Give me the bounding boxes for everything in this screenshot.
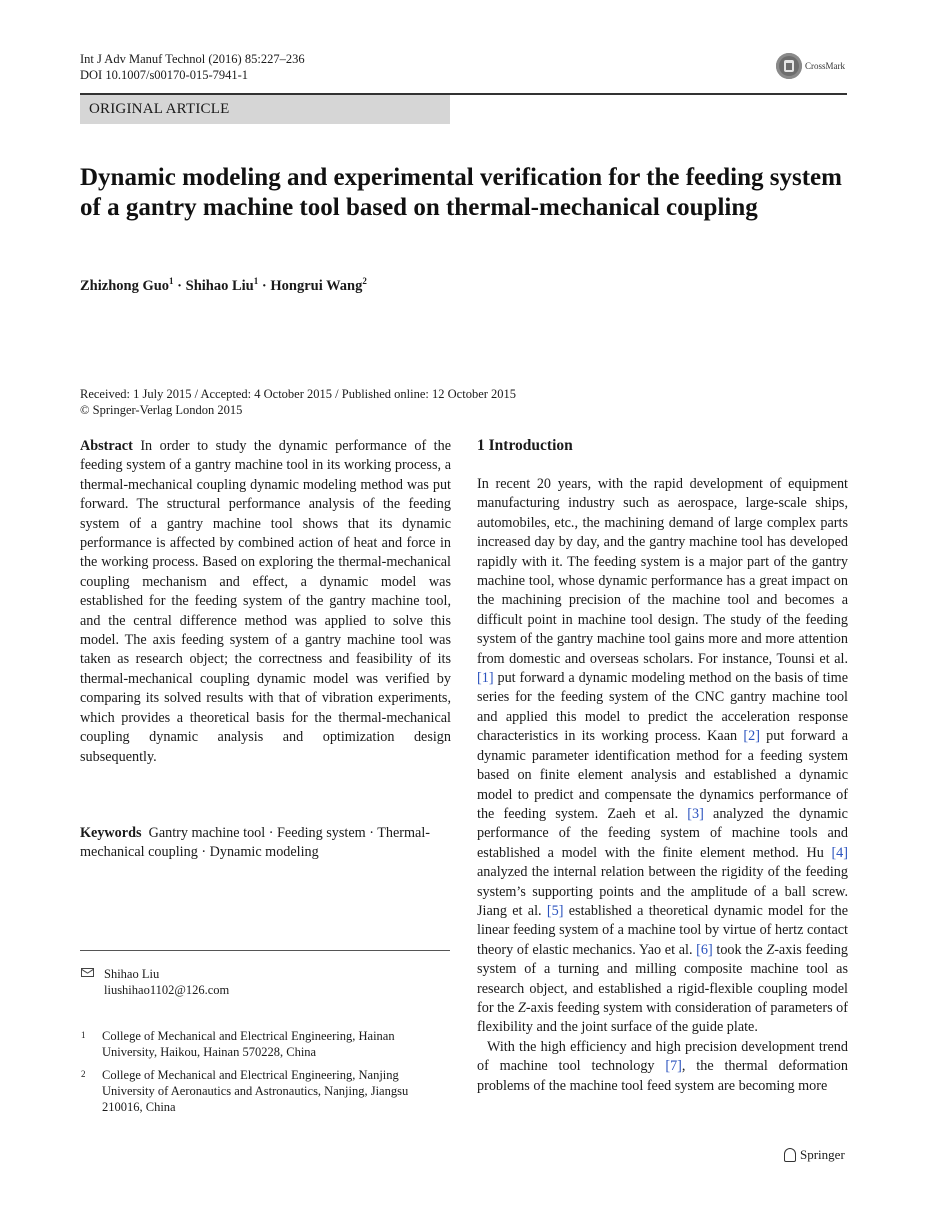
affiliation-text: College of Mechanical and Electrical Engineering, Nanjing University of Aeronautics and Astronautics, Nanjing, Jiangsu 210016, China [102,1068,409,1114]
crossmark-label: CrossMark [805,61,845,71]
crossmark-icon [776,53,802,79]
citation-link[interactable]: [7] [665,1058,682,1075]
italic-symbol: Z [766,941,775,958]
text-run: analyzed the dynamic performance of the feeding system of machine tools and established a model with the finite element method. Hu [477,805,848,861]
dates-line: Received: 1 July 2015 / Accepted: 4 October 2015 / Published online: 12 October 2015 [80,387,517,401]
crossmark-badge[interactable] [776,53,845,79]
affiliation-text: College of Mechanical and Electrical Engineering, Hainan University, Haikou, Hainan 570228, China [102,1029,395,1059]
copyright-line: © Springer-Verlag London 2015 [80,403,243,417]
affiliation-number: 2 [81,1069,86,1079]
text-run: -axis feeding system with consideration of parameters of flexibility and the joint surface of the guide plate. [477,999,848,1036]
keywords-text: Gantry machine tool · Feeding system · Thermal-mechanical coupling · Dynamic modeling [80,825,431,861]
citation-link[interactable]: [5] [546,902,564,919]
author-name[interactable]: Shihao Liu [185,277,254,294]
section-heading: 1 Introduction [477,437,573,454]
journal-line: Int J Adv Manuf Technol (2016) 85:227–236 [80,52,305,66]
author-name[interactable]: Zhizhong Guo [80,277,170,294]
author-list [80,276,367,295]
citation-link[interactable]: [6] [696,941,713,958]
citation-link[interactable]: [2] [743,728,760,745]
publisher-logo [784,1147,845,1163]
correspondence-name: Shihao Liu [104,967,160,981]
author-separator: · [258,277,271,294]
citation-link[interactable]: [1] [477,670,494,687]
springer-horse-icon [784,1148,796,1162]
italic-symbol: Z [518,999,526,1016]
footnote-rule [80,950,450,951]
introduction-body [477,475,848,1096]
keywords [80,824,451,863]
text-run: established a theoretical dynamic model for the linear feeding system of a machine tool by virtue of hertz contact theory of elastic mechanics. Yao et al. [477,902,848,958]
author-separator: · [173,277,186,294]
paper-title: Dynamic modeling and experimental verification for the feeding system of a gantry machine tool based on thermal-mechanical coupling [80,164,842,221]
author-affiliation-marker: 2 [362,276,367,286]
author-affiliation-marker: 1 [169,276,174,286]
envelope-icon [81,968,94,977]
text-run: took the [712,941,767,958]
abstract [80,437,451,767]
paragraph [477,1038,848,1096]
journal-citation [80,51,305,83]
article-type-bar: ORIGINAL ARTICLE [80,95,450,124]
citation-link[interactable]: [4] [831,844,848,861]
author-affiliation-marker: 1 [253,276,259,286]
keywords-label: Keywords [80,825,142,841]
affiliation-number: 1 [81,1030,86,1040]
publisher-name: Springer [800,1147,845,1162]
abstract-label: Abstract [80,438,133,454]
text-run: In recent 20 years, with the rapid development of equipment manufacturing industry such as aerospace, large-scale ships, automobiles, etc., the machining demand of large complex parts increased day by day, and the gantry machine tool has developed rapidly with it. The feeding system is a major part of the gantry machine tool, whose dynamic performance has a great impact on the machining precision of the machine tool and becomes a difficult point in machine tool design. The study of the feeding system of the gantry machine tool gains more and more attention from domestic and overseas scholars. For instance, Tounsi et al. [477,476,848,667]
publication-dates [80,386,516,418]
citation-link[interactable]: [3] [687,805,704,822]
paragraph [477,475,848,1038]
abstract-text: In order to study the dynamic performance of the feeding system of a gantry machine tool in its working process, a thermal-mechanical coupling dynamic modeling method was put forward. The structural performance analysis of the feeding system of a gantry machine tool shows that its dynamic performance is affected by combined action of heat and force in the working process. Based on exploring the thermal-mechanical coupling mechanism and effect, a dynamic model was established for the feeding system of the gantry machine tool, and the central difference method was applied to solve this model. The axis feeding system of a gantry machine tool was taken as research object; the correctness and feasibility of its thermal-mechanical coupling dynamic model was verified by comparing its solved results with that of vibration experiments, which provides a theoretical basis for the thermal-mechanical coupling dynamic analysis and optimization design subsequently. [80,438,452,765]
text-run: put forward a dynamic parameter identification method for a feeding system based on finite element analysis and established a dynamic model to predict and compensate the dynamics performance of the feeding system. Zaeh et al. [477,728,848,822]
doi-line[interactable]: DOI 10.1007/s00170-015-7941-1 [80,68,249,82]
text-run: put forward a dynamic modeling method on the basis of time series for the feeding system of the CNC gantry machine tool and applied this model to predict the acceleration response characteristics in its working process. Kaan [477,670,848,745]
text-run: -axis feeding system of a turning and milling composite machine tool as research object, and established a rigid-flexible coupling model for the [477,941,848,1016]
correspondence [104,966,229,998]
correspondence-email[interactable]: liushihao1102@126.com [104,983,230,997]
text-run: , the thermal deformation problems of the machine tool feed system are becoming more [477,1058,848,1094]
text-run: analyzed the internal relation between the rigidity of the feeding system’s supporting points and the amplitude of a ball screw. Jiang et al. [477,864,848,919]
author-name[interactable]: Hongrui Wang [270,277,363,294]
text-run: With the high efficiency and high precision development trend of machine tool technology [477,1038,848,1075]
